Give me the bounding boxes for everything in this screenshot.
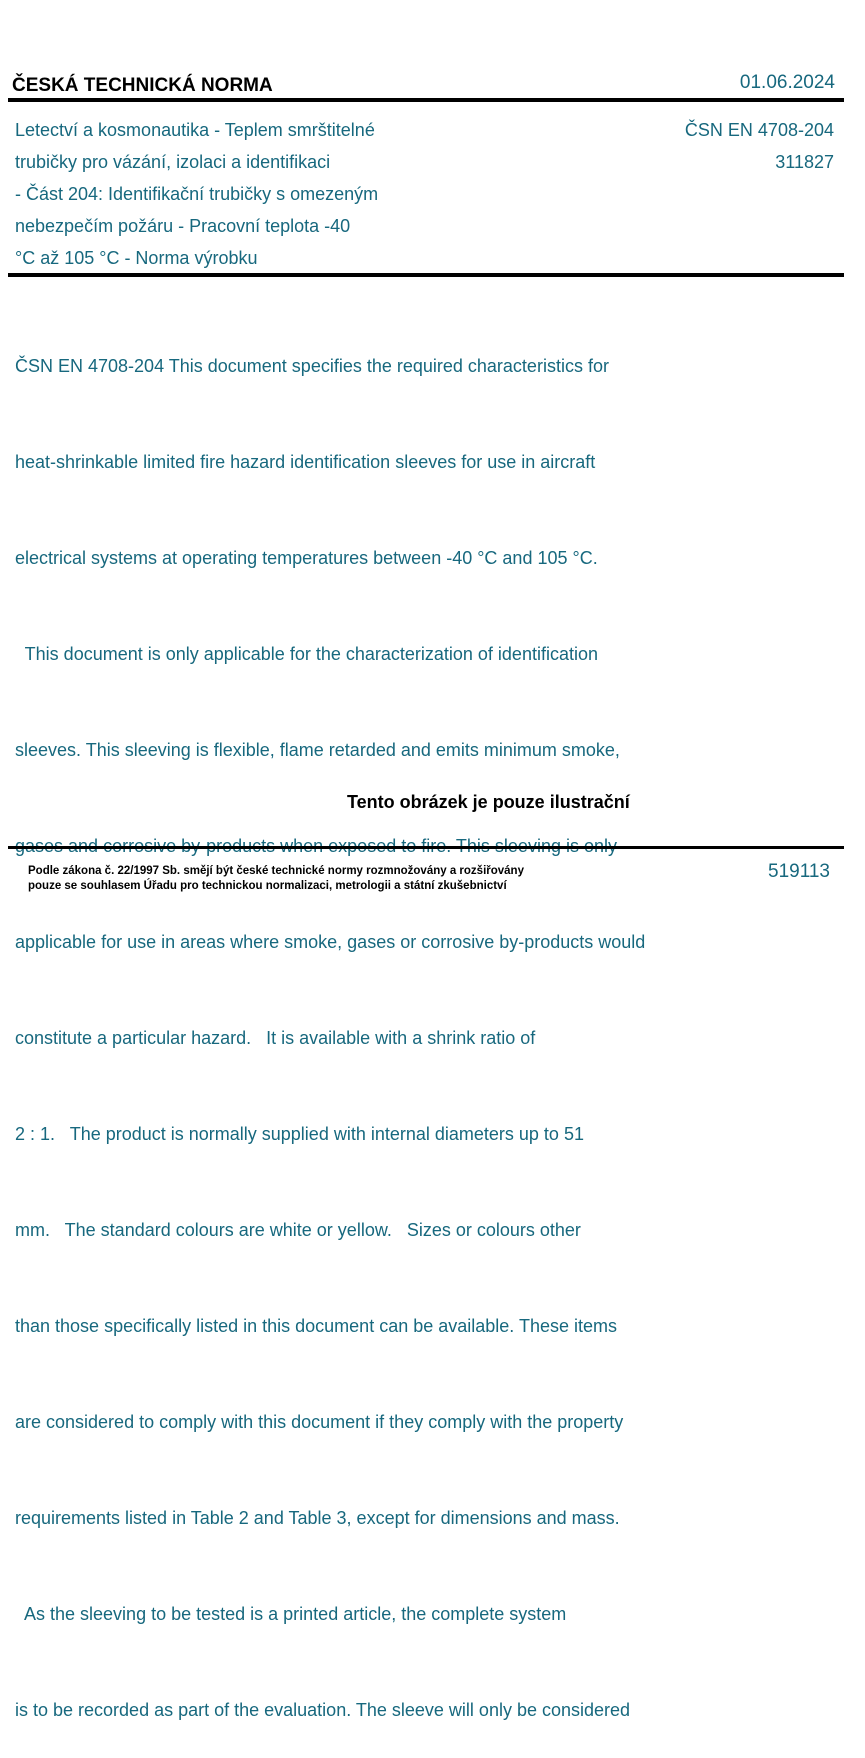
abstract-line: constitute a particular hazard. It is available with a shrink ratio of bbox=[15, 1028, 536, 1048]
standard-title-line: Letectví a kosmonautika - Teplem smrštitelné bbox=[15, 120, 375, 140]
abstract-line: requirements listed in Table 2 and Table 3, except for dimensions and mass. bbox=[15, 1508, 620, 1528]
illustration-note: Tento obrázek je pouze ilustrační bbox=[347, 792, 630, 812]
standard-codes bbox=[685, 114, 834, 178]
title-rule bbox=[8, 273, 844, 277]
abstract-line: than those specifically listed in this document can be available. These items bbox=[15, 1316, 617, 1336]
abstract-line: 2 : 1. The product is normally supplied with internal diameters up to 51 bbox=[15, 1124, 584, 1144]
abstract-line: heat-shrinkable limited fire hazard identification sleeves for use in aircraft bbox=[15, 452, 596, 472]
standard-title-line: - Část 204: Identifikační trubičky s omezeným bbox=[15, 184, 379, 204]
abstract-line: sleeves. This sleeving is flexible, flame retarded and emits minimum smoke, bbox=[15, 740, 620, 760]
abstract-line: ČSN EN 4708-204 This document specifies the required characteristics for bbox=[15, 356, 609, 376]
standard-title-line: trubičky pro vázání, izolaci a identifikaci bbox=[15, 152, 331, 172]
abstract-line: This document is only applicable for the characterization of identification bbox=[15, 644, 598, 664]
legal-line: pouze se souhlasem Úřadu pro technickou normalizaci, metrologii a státní zkušebnictví bbox=[28, 880, 507, 892]
abstract-line: applicable for use in areas where smoke, gases or corrosive by-products would bbox=[15, 932, 646, 952]
standard-title-line: °C až 105 °C - Norma výrobku bbox=[15, 248, 258, 268]
abstract-text bbox=[15, 286, 805, 1758]
header-rule bbox=[8, 98, 844, 102]
legal-line: Podle zákona č. 22/1997 Sb. smějí být české technické normy rozmnožovány a rozšiřovány bbox=[28, 865, 524, 877]
footer-rule bbox=[8, 846, 844, 849]
abstract-line: are considered to comply with this document if they comply with the property bbox=[15, 1412, 624, 1432]
class-number: 311827 bbox=[775, 152, 834, 172]
abstract-line: As the sleeving to be tested is a printed article, the complete system bbox=[15, 1604, 567, 1624]
standard-title-line: nebezpečím požáru - Pracovní teplota -40 bbox=[15, 216, 351, 236]
abstract-line: is to be recorded as part of the evaluation. The sleeve will only be considered bbox=[15, 1700, 631, 1720]
standard-title bbox=[15, 114, 485, 274]
abstract-line: mm. The standard colours are white or yellow. Sizes or colours other bbox=[15, 1220, 581, 1240]
abstract-line: electrical systems at operating temperatures between -40 °C and 105 °C. bbox=[15, 548, 598, 568]
legal-notice bbox=[28, 864, 524, 894]
standard-code: ČSN EN 4708-204 bbox=[684, 120, 834, 140]
document-number: 519113 bbox=[768, 861, 830, 882]
publication-date: 01.06.2024 bbox=[739, 72, 835, 93]
document-title: ČESKÁ TECHNICKÁ NORMA bbox=[12, 75, 273, 96]
